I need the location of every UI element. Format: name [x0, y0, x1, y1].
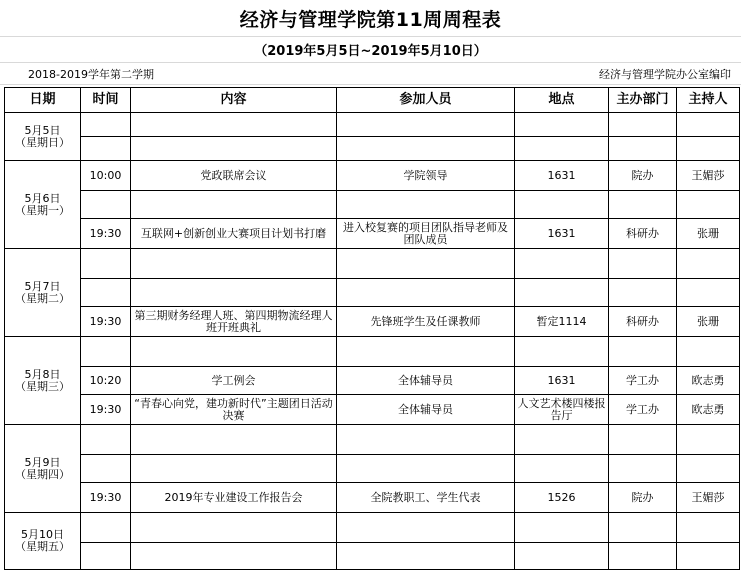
date-label: 5月10日 — [21, 528, 64, 541]
content-cell: 第三期财务经理人班、第四期物流经理人班开班典礼 — [131, 307, 337, 337]
host-cell — [677, 191, 740, 219]
sheet-gridline — [0, 84, 741, 85]
table-row — [5, 543, 740, 570]
time-cell — [81, 543, 131, 570]
content-cell — [131, 137, 337, 161]
organizer-cell — [609, 137, 677, 161]
table-row — [5, 113, 740, 137]
attendees-cell: 进入校复赛的项目团队指导老师及团队成员 — [337, 219, 515, 249]
location-cell — [515, 113, 609, 137]
organizer-cell: 院办 — [609, 161, 677, 191]
attendees-cell — [337, 513, 515, 543]
weekday-label: （星期四） — [15, 467, 70, 481]
organizer-cell — [609, 191, 677, 219]
host-cell — [677, 137, 740, 161]
host-cell — [677, 249, 740, 279]
location-cell — [515, 425, 609, 455]
location-cell — [515, 455, 609, 483]
weekday-label: （星期一） — [15, 203, 70, 217]
time-cell — [81, 191, 131, 219]
semester-label: 2018-2019学年第二学期 — [28, 68, 154, 81]
time-cell — [81, 513, 131, 543]
attendees-cell — [337, 425, 515, 455]
host-cell — [677, 337, 740, 367]
time-cell — [81, 337, 131, 367]
host-cell — [677, 279, 740, 307]
organizer-cell — [609, 543, 677, 570]
date-cell — [5, 161, 81, 249]
page-title: 经济与管理学院第11周周程表 — [239, 8, 502, 31]
location-cell — [515, 191, 609, 219]
time-cell: 19:30 — [81, 395, 131, 425]
attendees-cell — [337, 455, 515, 483]
content-cell — [131, 513, 337, 543]
time-cell — [81, 425, 131, 455]
column-header-organizer: 主办部门 — [609, 88, 677, 113]
attendees-cell: 全体辅导员 — [337, 395, 515, 425]
organizer-cell — [609, 113, 677, 137]
attendees-cell — [337, 137, 515, 161]
table-row — [5, 483, 740, 513]
host-cell — [677, 455, 740, 483]
table-row — [5, 137, 740, 161]
host-cell — [677, 113, 740, 137]
attendees-cell: 全院教职工、学生代表 — [337, 483, 515, 513]
location-cell — [515, 513, 609, 543]
organizer-cell: 学工办 — [609, 367, 677, 395]
organizer-cell: 院办 — [609, 483, 677, 513]
attendees-cell — [337, 113, 515, 137]
organizer-cell: 学工办 — [609, 395, 677, 425]
date-cell — [5, 513, 81, 570]
table-row — [5, 367, 740, 395]
date-label: 5月9日 — [24, 455, 61, 469]
content-cell: 互联网+创新创业大赛项目计划书打磨 — [131, 219, 337, 249]
table-row — [5, 425, 740, 455]
content-cell — [131, 543, 337, 570]
date-cell — [5, 249, 81, 337]
column-header-location: 地点 — [515, 88, 609, 113]
column-header-attendees: 参加人员 — [337, 88, 515, 113]
table-row — [5, 219, 740, 249]
sheet-gridline — [0, 36, 741, 37]
time-cell: 10:20 — [81, 367, 131, 395]
host-cell — [677, 425, 740, 455]
organizer-cell — [609, 249, 677, 279]
table-row — [5, 161, 740, 191]
location-cell — [515, 137, 609, 161]
host-cell: 张珊 — [677, 219, 740, 249]
table-row — [5, 279, 740, 307]
content-cell — [131, 191, 337, 219]
table-row — [5, 455, 740, 483]
date-cell — [5, 113, 81, 161]
content-cell: 学工例会 — [131, 367, 337, 395]
date-range-subtitle: （2019年5月5日~2019年5月10日） — [254, 43, 487, 59]
content-cell: 2019年专业建设工作报告会 — [131, 483, 337, 513]
location-cell — [515, 279, 609, 307]
content-cell — [131, 279, 337, 307]
location-cell — [515, 249, 609, 279]
organizer-cell — [609, 425, 677, 455]
time-cell: 19:30 — [81, 307, 131, 337]
weekday-label: （星期日） — [15, 135, 70, 149]
sheet-gridline — [0, 62, 741, 63]
host-cell: 王媚莎 — [677, 483, 740, 513]
time-cell — [81, 455, 131, 483]
location-cell — [515, 337, 609, 367]
location-cell: 1631 — [515, 161, 609, 191]
location-cell: 1526 — [515, 483, 609, 513]
column-header-time: 时间 — [81, 88, 131, 113]
organizer-cell — [609, 513, 677, 543]
attendees-cell: 全体辅导员 — [337, 367, 515, 395]
compiler-label: 经济与管理学院办公室编印 — [599, 68, 731, 81]
table-row — [5, 249, 740, 279]
location-cell — [515, 543, 609, 570]
table-row — [5, 337, 740, 367]
host-cell: 张珊 — [677, 307, 740, 337]
content-cell — [131, 249, 337, 279]
content-cell — [131, 113, 337, 137]
attendees-cell: 学院领导 — [337, 161, 515, 191]
date-cell — [5, 337, 81, 425]
weekday-label: （星期三） — [15, 379, 70, 393]
content-cell: “青春心向党，建功新时代”主题团日活动决赛 — [131, 395, 337, 425]
weekday-label: （星期五） — [15, 540, 70, 553]
attendees-cell: 先锋班学生及任课教师 — [337, 307, 515, 337]
time-cell — [81, 279, 131, 307]
location-cell: 人文艺术楼四楼报告厅 — [515, 395, 609, 425]
table-row — [5, 513, 740, 543]
time-cell — [81, 137, 131, 161]
host-cell: 欧志勇 — [677, 395, 740, 425]
time-cell: 19:30 — [81, 219, 131, 249]
column-header-host: 主持人 — [677, 88, 740, 113]
location-cell: 暂定1114 — [515, 307, 609, 337]
column-header-date: 日期 — [5, 88, 81, 113]
weekday-label: （星期二） — [15, 291, 70, 305]
organizer-cell — [609, 279, 677, 307]
attendees-cell — [337, 337, 515, 367]
attendees-cell — [337, 543, 515, 570]
attendees-cell — [337, 191, 515, 219]
organizer-cell: 科研办 — [609, 307, 677, 337]
date-label: 5月6日 — [24, 191, 61, 205]
date-label: 5月7日 — [24, 279, 61, 293]
date-label: 5月8日 — [24, 367, 61, 381]
date-label: 5月5日 — [24, 123, 61, 137]
host-cell: 王媚莎 — [677, 161, 740, 191]
header-row — [5, 88, 740, 113]
content-cell: 党政联席会议 — [131, 161, 337, 191]
content-cell — [131, 337, 337, 367]
attendees-cell — [337, 279, 515, 307]
host-cell — [677, 513, 740, 543]
attendees-cell — [337, 249, 515, 279]
content-cell — [131, 455, 337, 483]
date-cell — [5, 425, 81, 513]
time-cell: 19:30 — [81, 483, 131, 513]
organizer-cell — [609, 455, 677, 483]
location-cell: 1631 — [515, 367, 609, 395]
table-row — [5, 307, 740, 337]
time-cell: 10:00 — [81, 161, 131, 191]
host-cell: 欧志勇 — [677, 367, 740, 395]
organizer-cell — [609, 337, 677, 367]
column-header-content: 内容 — [131, 88, 337, 113]
schedule-table — [4, 87, 740, 570]
location-cell: 1631 — [515, 219, 609, 249]
host-cell — [677, 543, 740, 570]
table-row — [5, 191, 740, 219]
table-row — [5, 395, 740, 425]
organizer-cell: 科研办 — [609, 219, 677, 249]
content-cell — [131, 425, 337, 455]
time-cell — [81, 113, 131, 137]
schedule-body — [5, 113, 740, 570]
time-cell — [81, 249, 131, 279]
